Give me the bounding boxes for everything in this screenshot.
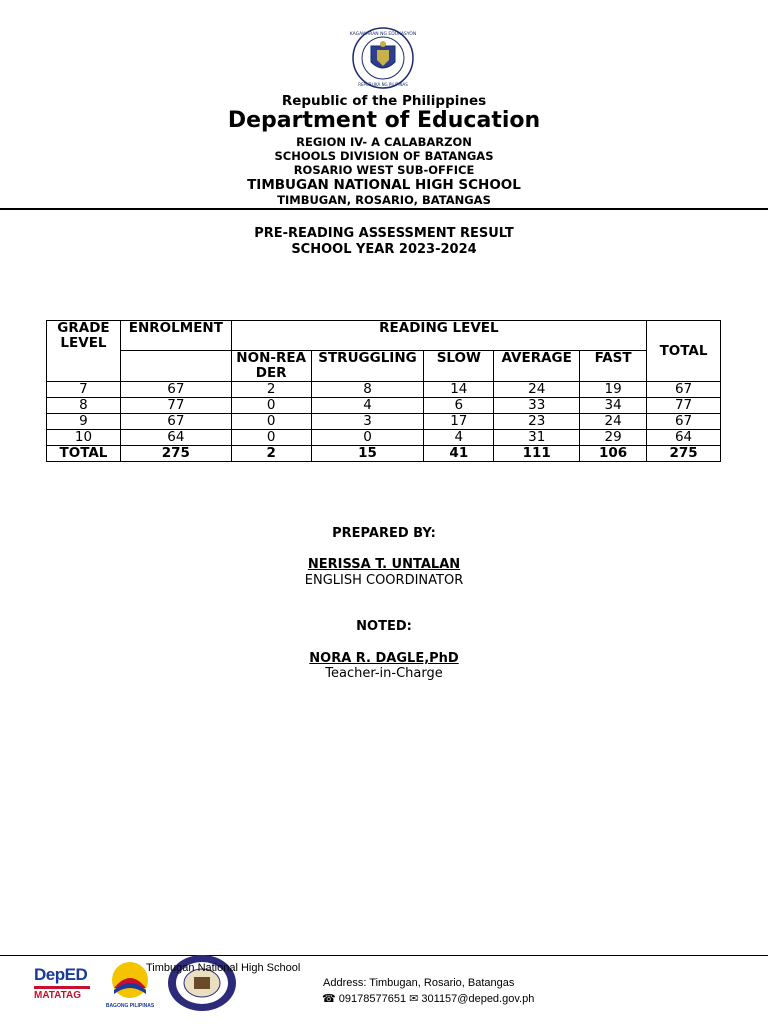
school-address-line: TIMBUGAN, ROSARIO, BATANGAS: [277, 193, 491, 207]
enrolment-header: ENROLMENT: [120, 321, 231, 351]
totals-label-cell: TOTAL: [47, 446, 121, 462]
non-reader-total-cell: 2: [231, 446, 311, 462]
non-reader-cell: 0: [231, 430, 311, 446]
footer-address: Address: Timbugan, Rosario, Batangas: [323, 977, 515, 989]
noted-label: NOTED:: [356, 619, 412, 634]
average-cell: 31: [494, 430, 580, 446]
prepared-by-title: ENGLISH COORDINATOR: [304, 573, 464, 588]
struggling-cell: 3: [311, 414, 424, 430]
svg-text:BAGONG PILIPINAS: BAGONG PILIPINAS: [105, 1003, 155, 1009]
reading-level-header: READING LEVEL: [231, 321, 646, 351]
fast-total-cell: 106: [580, 446, 647, 462]
total-cell: 77: [647, 398, 721, 414]
non-reader-cell: 2: [231, 382, 311, 398]
prepared-by-label: PREPARED BY:: [332, 526, 436, 541]
grade-level-header: GRADE LEVEL: [47, 321, 121, 382]
header-divider: [0, 208, 768, 210]
slow-cell: 6: [424, 398, 494, 414]
region-line: REGION IV- A CALABARZON: [296, 135, 472, 149]
assessment-results-table: [46, 320, 721, 462]
struggling-header: STRUGGLING: [311, 351, 424, 382]
school-year-title: SCHOOL YEAR 2023-2024: [291, 242, 477, 257]
slow-cell: 4: [424, 430, 494, 446]
svg-text:REPUBLIKA NG PILIPINAS: REPUBLIKA NG PILIPINAS: [358, 82, 408, 87]
enrolment-total-cell: 275: [120, 446, 231, 462]
fast-cell: 29: [580, 430, 647, 446]
table-row: [47, 414, 721, 430]
struggling-cell: 0: [311, 430, 424, 446]
school-name-heading: TIMBUGAN NATIONAL HIGH SCHOOL: [247, 177, 521, 193]
division-line: SCHOOLS DIVISION OF BATANGAS: [274, 149, 494, 163]
average-header: AVERAGE: [494, 351, 580, 382]
average-total-cell: 111: [494, 446, 580, 462]
total-cell: 64: [647, 430, 721, 446]
footer-phone: 09178577651: [338, 993, 407, 1005]
table-row: [47, 382, 721, 398]
footer-contacts: [322, 992, 534, 1005]
deped-matatag-logo: DepED MATATAG: [34, 965, 94, 1009]
fast-cell: 19: [580, 382, 647, 398]
grade-cell: 8: [47, 398, 121, 414]
slow-cell: 17: [424, 414, 494, 430]
prepared-by-name: NERISSA T. UNTALAN: [307, 557, 461, 572]
footer-divider: [0, 955, 768, 956]
non-reader-cell: 0: [231, 398, 311, 414]
fast-header: FAST: [580, 351, 647, 382]
noted-by-title: Teacher-in-Charge: [325, 666, 443, 681]
grade-cell: 10: [47, 430, 121, 446]
totals-row: [47, 446, 721, 462]
slow-cell: 14: [424, 382, 494, 398]
table-row: [47, 398, 721, 414]
non-reader-header: NON-READER: [231, 351, 311, 382]
enrolment-cell: 67: [120, 414, 231, 430]
department-heading: Department of Education: [227, 108, 541, 133]
struggling-cell: 8: [311, 382, 424, 398]
enrolment-cell: 77: [120, 398, 231, 414]
total-cell: 67: [647, 414, 721, 430]
enrolment-subheader-blank: [120, 351, 231, 382]
grade-cell: 9: [47, 414, 121, 430]
grand-total-cell: 275: [647, 446, 721, 462]
svg-text:KAGAWARAN NG EDUKASYON: KAGAWARAN NG EDUKASYON: [349, 32, 417, 37]
average-cell: 33: [494, 398, 580, 414]
total-header: TOTAL: [647, 321, 721, 382]
fast-cell: 34: [580, 398, 647, 414]
phone-icon: ☎: [322, 993, 336, 1005]
grade-cell: 7: [47, 382, 121, 398]
republic-heading: Republic of the Philippines: [281, 93, 487, 109]
average-cell: 24: [494, 382, 580, 398]
document-title: PRE-READING ASSESSMENT RESULT: [254, 226, 514, 241]
slow-header: SLOW: [424, 351, 494, 382]
email-icon: ✉: [409, 993, 419, 1005]
non-reader-cell: 0: [231, 414, 311, 430]
noted-by-name: NORA R. DAGLE,PhD: [309, 651, 459, 666]
struggling-total-cell: 15: [311, 446, 424, 462]
fast-cell: 24: [580, 414, 647, 430]
slow-total-cell: 41: [424, 446, 494, 462]
struggling-cell: 4: [311, 398, 424, 414]
footer-email: 301157@deped.gov.ph: [421, 993, 535, 1005]
enrolment-cell: 64: [120, 430, 231, 446]
enrolment-cell: 67: [120, 382, 231, 398]
sub-office-line: ROSARIO WEST SUB-OFFICE: [293, 163, 475, 177]
total-cell: 67: [647, 382, 721, 398]
footer-school-name: Timbugan National High School: [146, 962, 301, 974]
deped-seal-logo: [345, 26, 421, 90]
average-cell: 23: [494, 414, 580, 430]
table-row: [47, 430, 721, 446]
